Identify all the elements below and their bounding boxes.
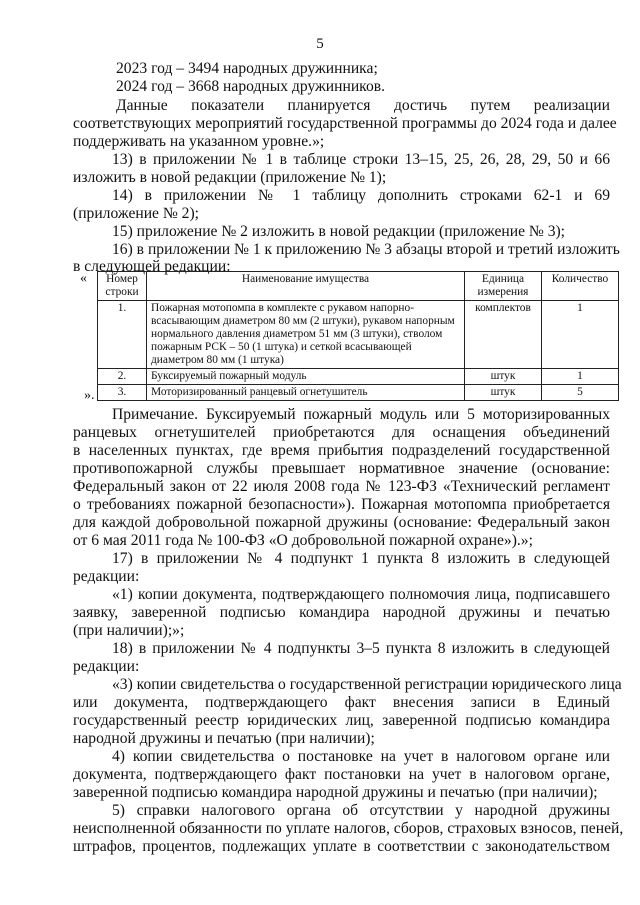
quantity: 5: [542, 385, 619, 401]
text-line: 17) в приложении № 4 подпункт 1 пункта 8 изложить в следующей: [112, 550, 610, 567]
header-quantity: Количество: [542, 272, 619, 301]
text-line: 16) в приложении № 1 к приложению № 3 абзацы второй и третий изложить: [112, 241, 620, 258]
text-line: Федеральный закон от 22 июля 2008 года № 123-ФЗ «Технический регламент: [73, 478, 610, 495]
property-name: Моторизированный ранцевый огнетушитель: [147, 385, 465, 401]
unit: штук: [465, 369, 542, 385]
text-line: редакции:: [73, 658, 140, 675]
text-line: заявку, заверенной подписью командира народной дружины и печатью: [73, 604, 610, 621]
property-name: Пожарная мотопомпа в комплекте с рукавом напорно-всасывающим диаметром 80 мм (2 штуки), рукавом напорным нормального давления диаметром 51 мм (3 штуки), стволом пожарным РСК – 50 (1 штука) и сеткой всасывающей диаметром 80 мм (1 штука): [147, 301, 465, 369]
close-quote: ».: [84, 388, 95, 403]
text-line: «3) копии свидетельства о государственной регистрации юридического лица: [112, 676, 622, 693]
open-quote: «: [80, 271, 87, 286]
text-line: 4) копии свидетельства о постановке на учет в налоговом органе или: [112, 748, 610, 765]
text-line: заверенной подписью командира народной дружины и печатью (при наличии);: [73, 784, 598, 801]
quantity: 1: [542, 301, 619, 369]
text-line: неисполненной обязанности по уплате налогов, сборов, страховых взносов, пеней,: [73, 820, 624, 837]
table-row: [98, 301, 619, 369]
quantity: 1: [542, 369, 619, 385]
row-number: 3.: [98, 385, 147, 401]
header-unit: Единица измерения: [465, 272, 542, 301]
table-header-row: [98, 272, 619, 301]
row-number: 2.: [98, 369, 147, 385]
text-line: (приложение № 2);: [73, 205, 199, 222]
row-number: 1.: [98, 301, 147, 369]
text-line: государственный реестр юридических лиц, заверенной подписью командира: [73, 712, 610, 729]
text-line: соответствующих мероприятий государственной программы до 2024 года и далее: [73, 115, 617, 132]
text-line: поддерживать на указанном уровне.»;: [73, 133, 325, 150]
header-property-name: Наименование имущества: [147, 272, 465, 301]
text-line: Данные показатели планируется достичь путем реализации: [116, 97, 610, 114]
text-line: 5) справки налогового органа об отсутствии у народной дружины: [112, 802, 610, 819]
text-line: в следующей редакции:: [73, 258, 231, 275]
unit: штук: [465, 385, 542, 401]
text-line: о требованиях пожарной безопасности»). Пожарная мотопомпа приобретается: [73, 496, 610, 513]
text-line: от 6 мая 2011 года № 100-ФЗ «О добровольной пожарной охране»).»;: [73, 532, 533, 549]
text-line: или документа, подтверждающего факт внесения записи в Единый: [73, 694, 610, 711]
header-row-number: Номер строки: [98, 272, 147, 301]
text-line: 2023 год – 3494 народных дружинника;: [116, 60, 378, 77]
text-line: штрафов, процентов, подлежащих уплате в соответствии с законодательством: [73, 838, 610, 855]
text-line: редакции:: [73, 568, 140, 585]
text-line: документа, подтверждающего факт постановки на учет в налоговом органе,: [73, 766, 610, 783]
property-name: Буксируемый пожарный модуль: [147, 369, 465, 385]
text-line: противопожарной службы превышает нормативное значение (основание:: [73, 460, 610, 477]
text-line: (при наличии);»;: [73, 622, 185, 639]
text-line: 13) в приложении № 1 в таблице строки 13–15, 25, 26, 28, 29, 50 и 66: [112, 151, 610, 168]
text-line: народной дружины и печатью (при наличии);: [73, 730, 375, 747]
text-line: в населенных пунктах, где время прибытия подразделений государственной: [73, 442, 610, 459]
page-number: 5: [316, 36, 324, 52]
property-table: [97, 271, 619, 401]
text-line: для каждой добровольной пожарной дружины (основание: Федеральный закон: [73, 514, 610, 531]
text-line: 2024 год – 3668 народных дружинников.: [116, 78, 386, 95]
text-line: «1) копии документа, подтверждающего полномочия лица, подписавшего: [112, 586, 610, 603]
text-line: 15) приложение № 2 изложить в новой редакции (приложение № 3);: [112, 223, 566, 240]
unit: комплектов: [465, 301, 542, 369]
text-line: Примечание. Буксируемый пожарный модуль или 5 моторизированных: [112, 406, 610, 423]
text-line: 14) в приложении № 1 таблицу дополнить строками 62-1 и 69: [112, 187, 610, 204]
text-line: изложить в новой редакции (приложение № 1);: [73, 169, 387, 186]
table-row: [98, 369, 619, 385]
text-line: 18) в приложении № 4 подпункты 3–5 пункта 8 изложить в следующей: [112, 640, 610, 657]
text-line: ранцевых огнетушителей приобретаются для оснащения объединений: [73, 424, 610, 441]
table-row: [98, 385, 619, 401]
